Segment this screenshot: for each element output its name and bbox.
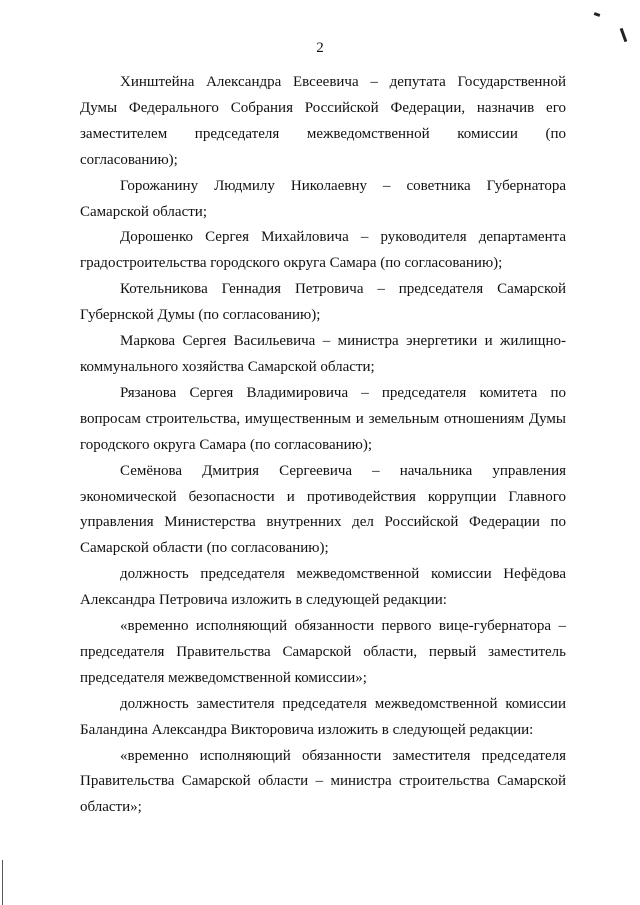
paragraph-chairman-title: «временно исполняющий обязанности первого вице-губернатора – председателя Правительства Самарской области, первый заместитель председателя межведомственной комиссии»;	[80, 618, 566, 686]
paragraph-kotelnikov: Котельникова Геннадия Петровича – председателя Самарской Губернской Думы (по согласованию);	[80, 281, 566, 324]
page-number: 2	[316, 40, 324, 56]
paragraph-deputy-title: «временно исполняющий обязанности заместителя председателя Правительства Самарской области – министра строительства Самарской области»;	[80, 747, 566, 816]
paragraph-ryazanov: Рязанова Сергея Владимировича – председателя комитета по вопросам строительства, имущественным и земельным отношениям Думы городского округа Самара (по согласованию);	[80, 384, 566, 453]
paragraph-chairman-position: должность председателя межведомственной комиссии Нефёдова Александра Петровича изложить в следующей редакции:	[80, 566, 566, 609]
paragraph-gorozhanina: Горожанину Людмилу Николаевну – советника Губернатора Самарской области;	[80, 177, 566, 220]
document-body	[80, 70, 566, 821]
scan-mark	[594, 12, 601, 17]
paragraph-deputy-position: должность заместителя председателя межведомственной комиссии Баландина Александра Викторовича изложить в следующей редакции:	[80, 695, 566, 738]
scan-edge-line	[2, 860, 3, 905]
paragraph-doroshenko: Дорошенко Сергея Михайловича – руководителя департамента градостроительства городского округа Самара (по согласованию);	[80, 229, 566, 272]
paragraph-semenov: Семёнова Дмитрия Сергеевича – начальника управления экономической безопасности и противодействия коррупции Главного управления Министерства внутренних дел Российской Федерации по Самарской области (по согласованию);	[80, 462, 566, 557]
paragraph-markov: Маркова Сергея Васильевича – министра энергетики и жилищно-коммунального хозяйства Самарской области;	[80, 333, 566, 375]
paragraph-khinshtein: Хинштейна Александра Евсеевича – депутата Государственной Думы Федерального Собрания Российской Федерации, назначив его заместителем председателя межведомственной комиссии (по согласованию);	[80, 74, 566, 168]
